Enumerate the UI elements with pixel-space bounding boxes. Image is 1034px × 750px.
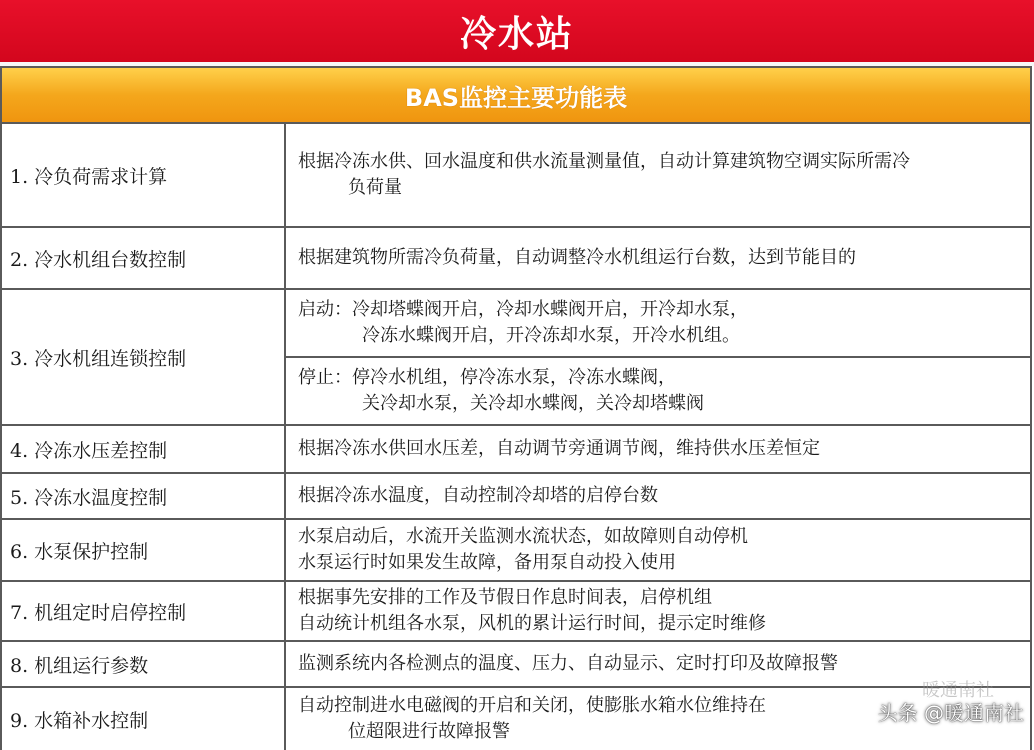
description-line: 停止：停冷水机组，停冷冻水泵，冷冻水蝶阀， bbox=[298, 367, 676, 388]
function-name: 2. 冷水机组台数控制 bbox=[2, 228, 286, 288]
description-line: 根据冷冻水供、回水温度和供水流量测量值，自动计算建筑物空调实际所需冷 bbox=[298, 151, 910, 172]
function-name: 5. 冷冻水温度控制 bbox=[2, 474, 286, 518]
function-name: 9. 水箱补水控制 bbox=[2, 688, 286, 750]
table-title: BAS监控主要功能表 bbox=[404, 83, 628, 112]
stop-sequence bbox=[286, 356, 1030, 424]
function-description bbox=[286, 290, 1030, 424]
description-line: 负荷量 bbox=[348, 177, 402, 198]
function-description bbox=[286, 582, 1030, 640]
function-description bbox=[286, 426, 1030, 472]
function-name: 6. 水泵保护控制 bbox=[2, 520, 286, 580]
description-line: 根据事先安排的工作及节假日作息时间表，启停机组 bbox=[298, 587, 712, 608]
description-line: 水泵启动后，水流开关监测水流状态，如故障则自动停机 bbox=[298, 526, 748, 547]
table-row bbox=[2, 426, 1030, 474]
function-name: 8. 机组运行参数 bbox=[2, 642, 286, 686]
table-header bbox=[2, 66, 1030, 124]
table-row bbox=[2, 520, 1030, 582]
description-line: 位超限进行故障报警 bbox=[348, 721, 510, 742]
watermark-ghost: 暖通南社 bbox=[922, 680, 994, 701]
watermark bbox=[878, 697, 1024, 726]
start-sequence bbox=[286, 290, 1030, 356]
table-row bbox=[2, 582, 1030, 642]
function-description bbox=[286, 228, 1030, 288]
description-line: 关冷却水泵，关冷却水蝶阀，关冷却塔蝶阀 bbox=[362, 393, 704, 414]
function-description bbox=[286, 642, 1030, 686]
function-name: 3. 冷水机组连锁控制 bbox=[2, 290, 286, 424]
table-row bbox=[2, 228, 1030, 290]
function-name: 7. 机组定时启停控制 bbox=[2, 582, 286, 640]
description-line: 根据建筑物所需冷负荷量，自动调整冷水机组运行台数，达到节能目的 bbox=[298, 247, 856, 268]
description-line: 自动统计机组各水泵，风机的累计运行时间，提示定时维修 bbox=[298, 613, 766, 634]
description-line: 自动控制进水电磁阀的开启和关闭，使膨胀水箱水位维持在 bbox=[298, 695, 766, 716]
description-line: 启动：冷却塔蝶阀开启，冷却水蝶阀开启，开冷却水泵， bbox=[298, 299, 748, 320]
title-banner bbox=[0, 0, 1034, 62]
function-table bbox=[0, 66, 1032, 750]
function-description bbox=[286, 520, 1030, 580]
description-line: 水泵运行时如果发生故障，备用泵自动投入使用 bbox=[298, 552, 676, 573]
function-description bbox=[286, 124, 1030, 226]
page-title: 冷水站 bbox=[459, 13, 574, 55]
function-name: 4. 冷冻水压差控制 bbox=[2, 426, 286, 472]
function-description bbox=[286, 474, 1030, 518]
description-line: 根据冷冻水供回水压差，自动调节旁通调节阀，维持供水压差恒定 bbox=[298, 438, 820, 459]
description-line: 根据冷冻水温度，自动控制冷却塔的启停台数 bbox=[298, 485, 658, 506]
description-line: 监测系统内各检测点的温度、压力、自动显示、定时打印及故障报警 bbox=[298, 653, 838, 674]
table-row bbox=[2, 688, 1030, 750]
table-row bbox=[2, 642, 1030, 688]
function-name: 1. 冷负荷需求计算 bbox=[2, 124, 286, 226]
table-row bbox=[2, 290, 1030, 426]
table-row bbox=[2, 474, 1030, 520]
table-row bbox=[2, 124, 1030, 228]
description-line: 冷冻水蝶阀开启，开冷冻却水泵，开冷水机组。 bbox=[362, 325, 740, 346]
watermark-text: 头条 @暖通南社 bbox=[877, 701, 1024, 725]
